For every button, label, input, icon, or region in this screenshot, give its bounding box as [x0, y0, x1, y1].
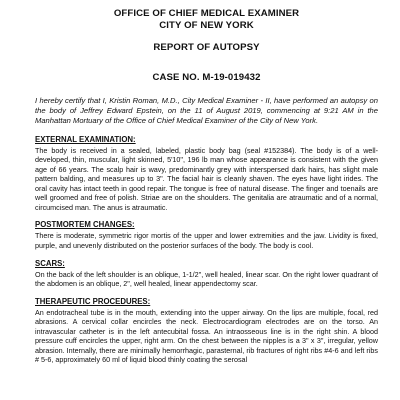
external-examination-text: The body is received in a sealed, labeled, plastic body bag (seal #152384). The body is of a well-developed, thin, muscular, light skinned, 5'10", 196 lb man whose appearance is consistent with the given age of 66 years. The scalp hair is wavy, predominantly grey with interspersed dark hairs, has slight male pattern balding, and measures up to 3". The facial hair is cleanly shaven. The eyes have light irides. The oral cavity has intact teeth in good repair. The tongue is free of natural disease. The finger and toenails are well groomed and free of polish. Striae are on the shoulders. The genitalia are atraumatic and of a normal, circumcised man. The anus is atraumatic. [35, 145, 378, 212]
report-title: REPORT OF AUTOPSY [153, 42, 260, 53]
scars-paragraph: On the back of the left shoulder is an oblique, 1-1/2", well healed, linear scar. On the right lower quadrant of the abdomen is an oblique, 2", well healed, linear appendectomy scar. [35, 269, 378, 289]
scars-heading: SCARS: [35, 258, 65, 268]
city-heading: CITY OF NEW YORK [159, 20, 254, 31]
postmortem-changes-heading: POSTMORTEM CHANGES: [35, 220, 135, 230]
certification-paragraph: I hereby certify that I, Kristin Roman, M.D., City Medical Examiner - II, have performed an autopsy on the body of Jeffrey Edward Epstein, on the 11 of August 2019, commencing at 9:21 AM in the Manhattan Mortuary of the Office of Chief Medical Examiner of the City of New York. [35, 96, 378, 126]
external-examination-heading: EXTERNAL EXAMINATION: [35, 134, 136, 144]
postmortem-changes-text: There is moderate, symmetric rigor mortis of the upper and lower extremities and the jaw. Lividity is fixed, purple, and unevenly distributed on the posterior surfaces of the body. The body is cool. [35, 231, 378, 250]
case-number: CASE NO. M-19-019432 [152, 72, 261, 83]
office-heading: OFFICE OF CHIEF MEDICAL EXAMINER [113, 8, 300, 19]
therapeutic-procedures-text: An endotracheal tube is in the mouth, extending into the upper airway. On the lips are multiple, focal, red abrasions. A cervical collar encircles the neck. Electrocardiogram electrodes are on the torso. An intravascular catheter is in the left antecubital fossa. An intraosseous line is in the right shin. A blood pressure cuff encircles the upper, right arm. On the chest between the nipples is a 3" x 3", irregular, yellow abrasion. Internally, there are minimally hemorrhagic, parasternal, rib fractures of right ribs #4-6 and left ribs # 5-6, approximately 60 ml of liquid blood thinly coating the serosal [35, 307, 378, 365]
scars-text [35, 270, 378, 289]
therapeutic-procedures-heading: THERAPEUTIC PROCEDURES: [35, 296, 151, 306]
